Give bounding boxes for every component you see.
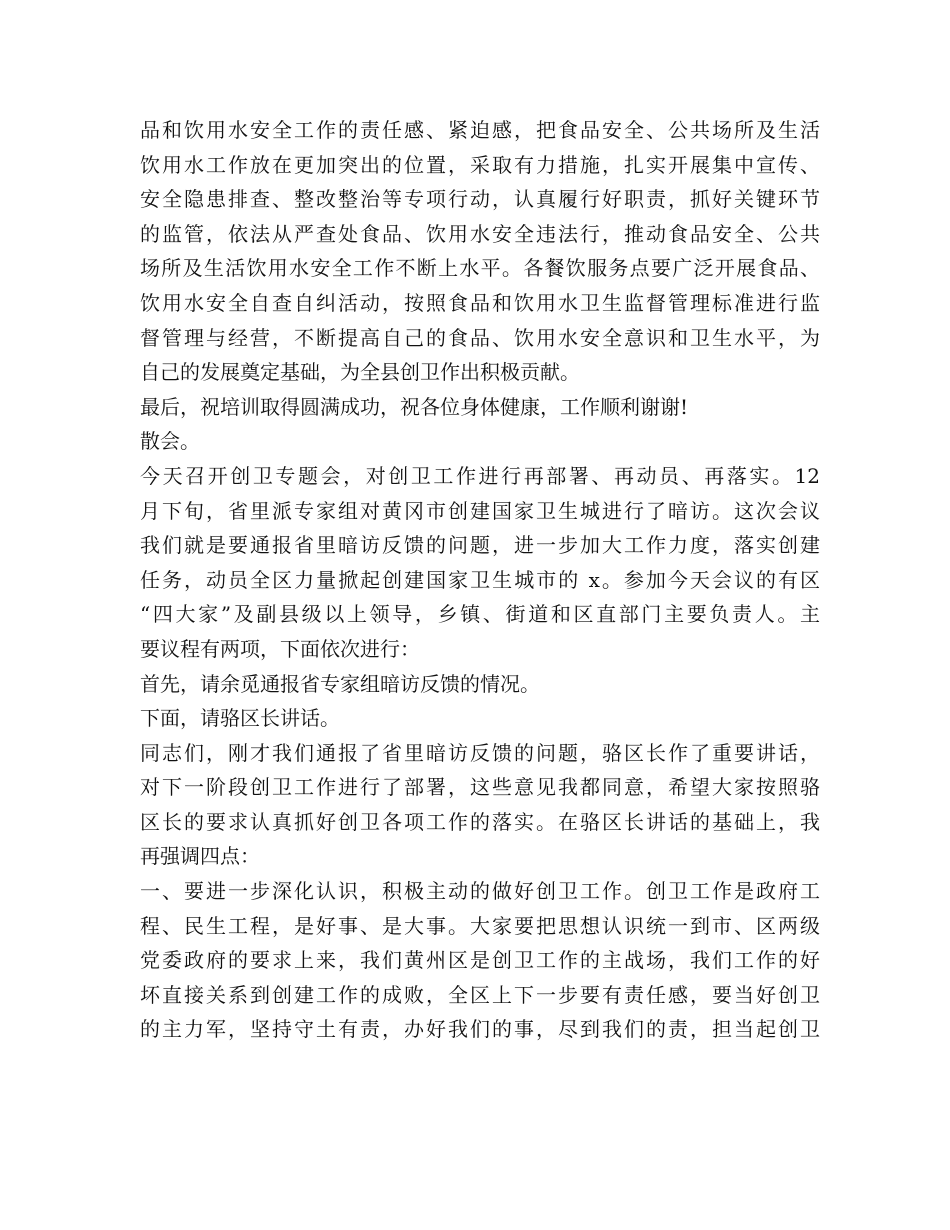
text-line: 区长的要求认真抓好创卫各项工作的落实。在骆区长讲话的基础上，我 xyxy=(140,809,820,834)
text-line: 党委政府的要求上来，我们黄州区是创卫工作的主战场，我们工作的好 xyxy=(140,948,820,973)
text-line: 我们就是要通报省里暗访反馈的问题，进一步加大工作力度，落实创建 xyxy=(140,533,820,558)
text-line: 坏直接关系到创建工作的成败，全区上下一步要有责任感，要当好创卫 xyxy=(140,982,820,1007)
text-line: 今天召开创卫专题会，对创卫工作进行再部署、再动员、再落实。12 xyxy=(140,463,820,488)
text-line: 自己的发展奠定基础，为全县创卫作出积极贡献。 xyxy=(140,360,580,385)
text-line: 首先，请余觅通报省专家组暗访反馈的情况。 xyxy=(140,671,540,696)
text-line: 品和饮用水安全工作的责任感、紧迫感，把食品安全、公共场所及生活 xyxy=(140,118,820,142)
text-line: 一、要进一步深化认识，积极主动的做好创卫工作。创卫工作是政府工 xyxy=(140,879,820,904)
text-line: 下面，请骆区长讲话。 xyxy=(140,706,340,731)
text-line: “四大家”及副县级以上领导，乡镇、街道和区直部门主要负责人。主 xyxy=(140,602,820,627)
text-line: 场所及生活饮用水安全工作不断上水平。各餐饮服务点要广泛开展食品、 xyxy=(140,256,820,281)
text-line: 安全隐患排查、整改整治等专项行动，认真履行好职责，抓好关键环节 xyxy=(140,187,820,212)
text-line: 再强调四点： xyxy=(140,844,260,869)
text-line: 的监管，依法从严查处食品、饮用水安全违法行，推动食品安全、公共 xyxy=(140,221,820,246)
text-line: 督管理与经营，不断提高自己的食品、饮用水安全意识和卫生水平，为 xyxy=(140,325,820,350)
text-line: 月下旬，省里派专家组对黄冈市创建国家卫生城进行了暗访。这次会议 xyxy=(140,498,820,523)
document-body xyxy=(140,113,820,1047)
text-line: 散会。 xyxy=(140,429,200,454)
text-line: 的主力军，坚持守土有责，办好我们的事，尽到我们的责，担当起创卫 xyxy=(140,1017,820,1042)
text-line: 最后，祝培训取得圆满成功，祝各位身体健康，工作顺利谢谢! xyxy=(140,394,689,419)
text-line: 饮用水安全自查自纠活动，按照食品和饮用水卫生监督管理标准进行监 xyxy=(140,290,820,315)
text-line: 要议程有两项，下面依次进行： xyxy=(140,636,420,661)
text-line: 任务，动员全区力量掀起创建国家卫生城市的 x。参加今天会议的有区 xyxy=(140,567,820,592)
text-line: 程、民生工程，是好事、是大事。大家要把思想认识统一到市、区两级 xyxy=(140,913,820,938)
text-line: 同志们，刚才我们通报了省里暗访反馈的问题，骆区长作了重要讲话， xyxy=(140,740,820,765)
text-line: 对下一阶段创卫工作进行了部署，这些意见我都同意，希望大家按照骆 xyxy=(140,775,820,800)
text-line: 饮用水工作放在更加突出的位置，采取有力措施，扎实开展集中宣传、 xyxy=(140,152,820,177)
